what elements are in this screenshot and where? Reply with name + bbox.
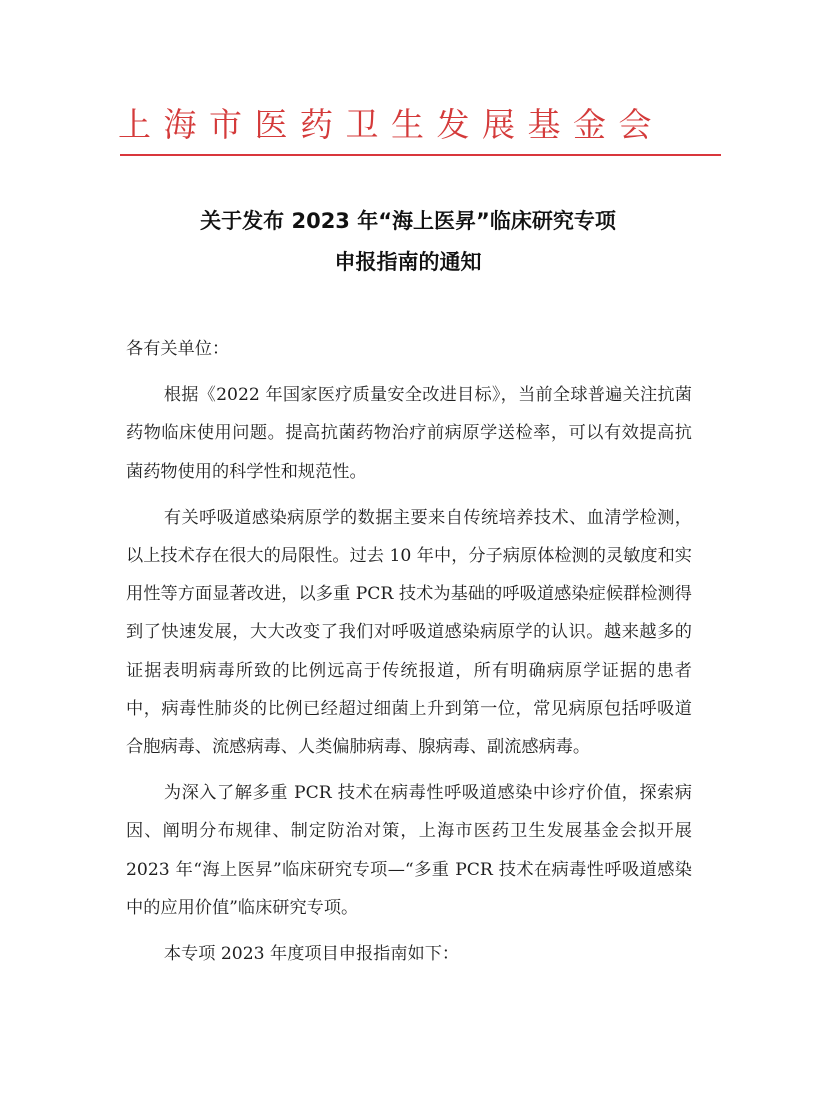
body-paragraph: 为深入了解多重 PCR 技术在病毒性呼吸道感染中诊疗价值，探索病因、阐明分布规律、制定防治对策，上海市医药卫生发展基金会拟开展 2023 年“海上医昇”临床研究专项—“多重 PCR 技术在病毒性呼吸道感染中的应用价值”临床研究专项。 — [126, 783, 692, 918]
body-paragraph: 有关呼吸道感染病原学的数据主要来自传统培养技术、血清学检测，以上技术存在很大的局限性。过去 10 年中，分子病原体检测的灵敏度和实用性等方面显著改进，以多重 PCR 技术为基础的呼吸道感染症候群检测得到了快速发展，大大改变了我们对呼吸道感染病原学的认识。越来越多的证据表明病毒所致的比例远高于传统报道，所有明确病原学证据的患者中，病毒性肺炎的比例已经超过细菌上升到第一位，常见病原包括呼吸道合胞病毒、流感病毒、人类偏肺病毒、腺病毒、副流感病毒。 — [126, 507, 692, 758]
body-paragraph: 根据《2022 年国家医疗质量安全改进目标》，当前全球普遍关注抗菌药物临床使用问题。提高抗菌药物治疗前病原学送检率，可以有效提高抗菌药物使用的科学性和规范性。 — [126, 385, 692, 482]
letterhead-org-name: 上海市医药卫生发展基金会 — [118, 105, 664, 144]
letterhead-red-rule — [120, 154, 721, 156]
body-paragraph: 本专项 2023 年度项目申报指南如下： — [163, 944, 460, 965]
notice-body — [126, 330, 692, 973]
salutation: 各有关单位： — [126, 339, 230, 359]
notice-title-line-1: 关于发布 2023 年“海上医昇”临床研究专项 — [200, 209, 616, 233]
notice-title-line-2: 申报指南的通知 — [334, 250, 482, 274]
